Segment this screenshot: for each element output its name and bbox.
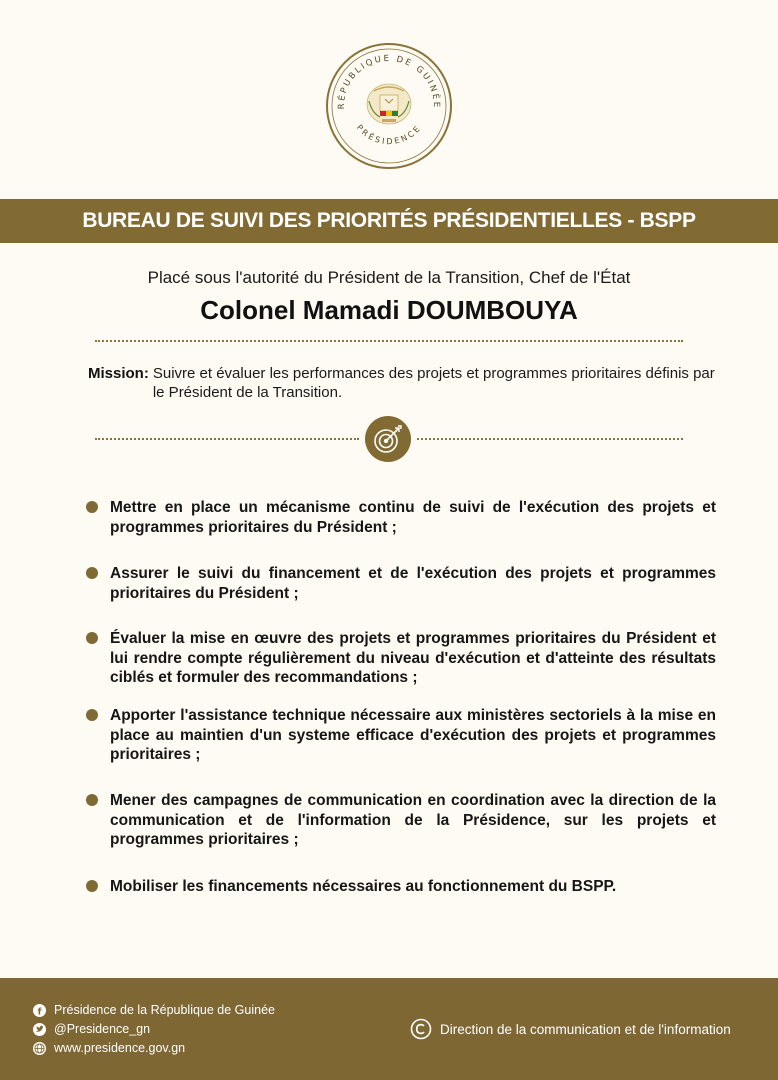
facebook-text: Présidence de la République de Guinée [54, 1003, 275, 1017]
list-item-text: Assurer le suivi du financement et de l'exécution des projets et programmes prioritaires du Président ; [110, 565, 716, 602]
list-item [86, 877, 716, 897]
list-item-text: Mettre en place un mécanisme continu de suivi de l'exécution des projets et programmes prioritaires du Président ; [110, 499, 716, 536]
bullet-dot-icon [86, 632, 98, 644]
twitter-text: @Presidence_gn [54, 1022, 151, 1036]
list-item [86, 498, 716, 537]
title-banner [0, 199, 778, 243]
divider-top [95, 340, 683, 342]
copyright-icon [410, 1018, 432, 1040]
mission-label: Mission: [88, 365, 149, 382]
list-item [86, 791, 716, 850]
bullet-dot-icon [86, 794, 98, 806]
list-item-text: Apporter l'assistance technique nécessaire aux ministères sectoriels à la mise en place au maintien d'un systeme efficace d'exécution des projets et programmes prioritaires ; [110, 707, 716, 763]
footer-website[interactable] [33, 1041, 185, 1055]
twitter-icon [33, 1023, 46, 1036]
list-item-text: Évaluer la mise en œuvre des projets et programmes prioritaires du Président et lui rendre compte régulièrement du niveau d'exécution et d'atteinte des résultats ciblés et formuler des recommandations ; [110, 630, 716, 686]
facebook-icon [33, 1004, 46, 1017]
footer-facebook[interactable] [33, 1003, 275, 1017]
target-arrow-icon [364, 415, 412, 463]
list-item [86, 564, 716, 603]
bullet-dot-icon [86, 880, 98, 892]
bullet-dot-icon [86, 709, 98, 721]
authority-line: Placé sous l'autorité du Président de la Transition, Chef de l'État [147, 268, 631, 287]
footer-credit [410, 1018, 731, 1040]
list-item [86, 629, 716, 688]
leader-name: Colonel Mamadi DOUMBOUYA [200, 295, 578, 325]
svg-text:PRÉSIDENCE [355, 123, 423, 146]
seal-top-text: RÉPUBLIQUE DE GUINÉE [336, 53, 442, 110]
bullet-dot-icon [86, 501, 98, 513]
list-item [86, 706, 716, 765]
banner-title: BUREAU DE SUIVI DES PRIORITÉS PRÉSIDENTIELLES - BSPP [82, 209, 696, 232]
website-text: www.presidence.gov.gn [54, 1041, 186, 1055]
divider-left [95, 438, 359, 440]
mission-block [88, 364, 728, 402]
seal-icon [322, 41, 456, 171]
divider-right [417, 438, 683, 440]
bullet-dot-icon [86, 567, 98, 579]
svg-text:f: f [37, 1007, 42, 1017]
footer-twitter[interactable] [33, 1022, 150, 1036]
credit-text: Direction de la communication et de l'information [440, 1021, 731, 1037]
presidency-seal [322, 41, 456, 171]
list-item-text: Mobiliser les financements nécessaires au fonctionnement du BSPP. [110, 878, 617, 895]
mission-text: Suivre et évaluer les performances des projets et programmes prioritaires définis par le Président de la Transition. [152, 365, 715, 401]
seal-bottom-text: PRÉSIDENCE [354, 122, 424, 147]
list-item-text: Mener des campagnes de communication en coordination avec la direction de la communication et de l'information de la Présidence, sur les projets et programmes prioritaires ; [110, 792, 716, 848]
globe-icon [33, 1042, 46, 1055]
